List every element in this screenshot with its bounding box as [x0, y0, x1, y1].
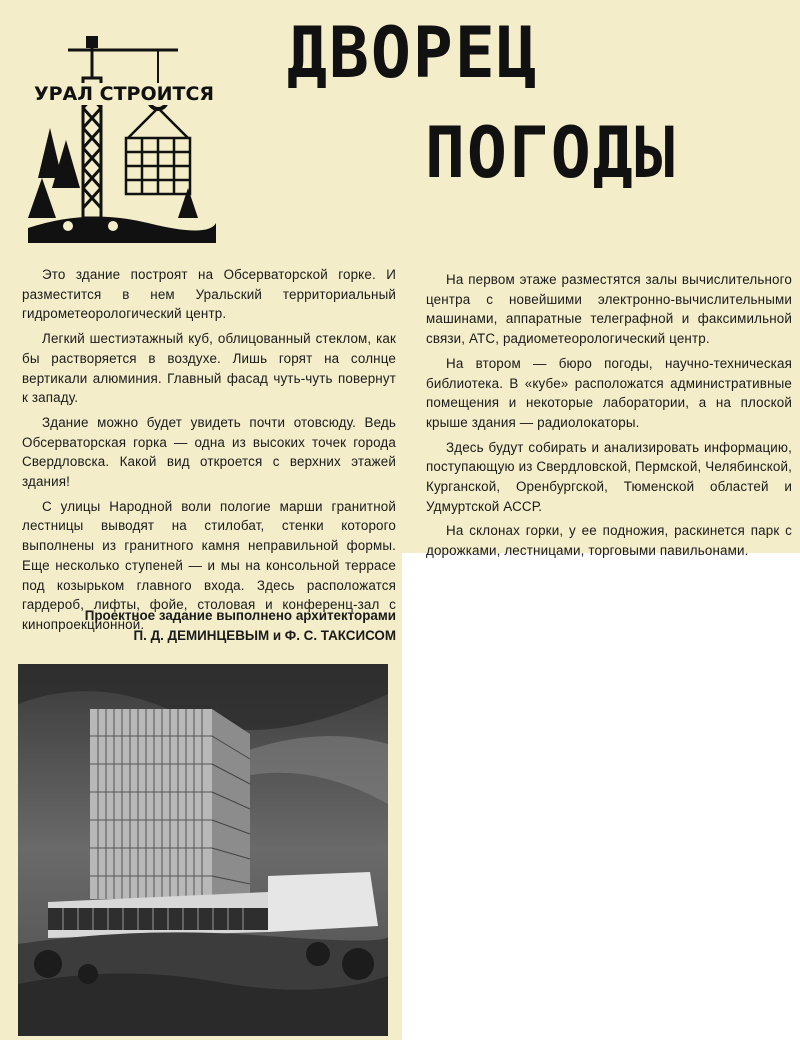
paragraph: Легкий шестиэтажный куб, облицованный стеклом, как бы растворяется в воздухе. Лишь горят на солнце вертикали алюминия. Главный фасад чуть-чуть повернут к западу. [22, 331, 396, 406]
logo-text: УРАЛ СТРОИТСЯ [33, 83, 215, 105]
title-line-2: ПОГОДЫ [425, 112, 677, 194]
credit-line-1: Проектное задание выполнено архитекторами [84, 608, 396, 623]
paragraph: Здание можно будет увидеть почти отовсюду. Ведь Обсерваторская горка — одна из высоких точек города Свердловска. Какой вид откроется с верхних этажей здания! [22, 414, 396, 490]
article-right-column [426, 270, 792, 566]
credit-line-2: П. Д. ДЕМИНЦЕВЫМ и Ф. С. ТАКСИСОМ [133, 627, 396, 643]
paragraph: Здесь будут собирать и анализировать информацию, поступающую из Свердловской, Пермской, Челябинской, Курганской, Оренбургской, Тюменской областей и Удмуртской АССР. [426, 439, 792, 514]
paragraph: С улицы Народной воли пологие марши гранитной лестницы выводят на стилобат, стенки которого выполнены из гранитного камня неправильной формы. Еще несколько ступеней — и мы на консольной террасе под козырьком главного входа. Здесь расположатся гардероб, лифты, фойе, столовая и конференц-зал с кинопроекционной. [22, 498, 396, 632]
paragraph: Это здание построят на Обсерваторской горке. И разместится в нем Уральский территориальный гидрометеорологический центр. [22, 267, 396, 322]
title-line-1: ДВОРЕЦ [287, 12, 539, 94]
ural-stroitsya-logo [28, 28, 216, 243]
building-model-photo [18, 664, 388, 1036]
paragraph: На втором — бюро погоды, научно-техническая библиотека. В «кубе» расположатся административные помещения и некоторые лаборатории, а на плоской крыше здания — радиолокаторы. [426, 355, 792, 430]
architect-credit [22, 606, 396, 645]
article-left-column [22, 265, 396, 640]
paragraph: На первом этаже разместятся залы вычислительного центра с новейшими электронно-вычислительными машинами, аппаратные телеграфной и факсимильной связи, АТС, радиометеорологический центр. [426, 272, 792, 347]
paragraph: На склонах горки, у ее подножия, раскинется парк с дорожками, лестницами, торговыми павильонами. [426, 523, 792, 559]
